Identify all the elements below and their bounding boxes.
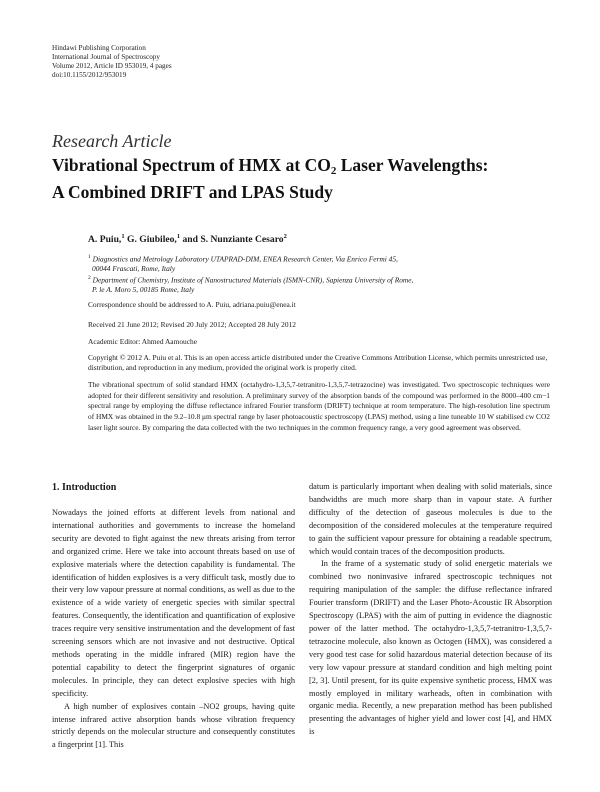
history-dates: Received 21 June 2012; Revised 20 July 2012; Accepted 28 July 2012 <box>88 320 296 329</box>
column-right <box>309 481 552 739</box>
doi-line: doi:10.1155/2012/953019 <box>52 71 127 79</box>
affiliation-2: $^2$ Department of Chemistry, Institute of Nanostructured Materials (ISMN-CNR), Sapienza University of Rome, P. le A. Moro 5, 00185 Rome, Italy <box>88 275 414 295</box>
paper-title <box>52 155 552 203</box>
title-line-1: Vibrational Spectrum of HMX at $CO_2$ Laser Wavelengths: <box>52 155 489 177</box>
copyright: Copyright © 2012 A. Puiu et al. This is an open access article distributed under the Creative Commons Attribution License, which permits unrestricted use, distribution, and reproduction in any medium, provided the original work is properly cited. <box>88 353 548 372</box>
affiliation-1: $^1$ Diagnostics and Metrology Laboratory UTAPRAD-DIM, ENEA Research Center, Via Enrico Fermi 45, 00044 Frascati, Rome, Italy <box>88 254 398 274</box>
article-type: Research Article <box>52 131 172 151</box>
title-line-2: A Combined DRIFT and LPAS Study <box>52 182 333 202</box>
paragraph: In the frame of a systematic study of solid energetic materials we combined two noninvasive infrared spectroscopic techniques not requiring manipulation of the sample: the diffuse reflectance infrared Fourier transform (DRIFT) and the Laser Photo-Acoustic IR Absorption Spectroscopy (LPAS) with the aim of putting in evidence the diagnostic power of the latter method. The octahydro-1,3,5,7-tetranitro-1,3,5,7-tetrazocine molecule, also known as Octogen (HMX), was considered a very good test case for solid hazardous material detection because of its very low vapour pressure at standard condition and high melting point [2, 3]. Until present, for its quite expensive synthetic process, HMX was mostly employed in military warheads, often in combination with organic media. Recently, a new preparation method has been published presenting the advantages of higher yield and lower cost [4], and HMX is <box>309 559 552 737</box>
correspondence: Correspondence should be addressed to A. Puiu, adriana.puiu@enea.it <box>88 300 296 309</box>
journal-line: International Journal of Spectroscopy <box>52 53 160 61</box>
author-list: A. Puiu,$^1$ G. Giubileo,$^1$ and S. Nunziante Cesaro$^2$ <box>88 233 287 246</box>
column-left <box>52 507 295 752</box>
paragraph: Nowadays the joined efforts at different levels from national and international authorities and governments to increase the homeland security are devoted to fight against the new threats arising from terror and organized crime. Here we take into account threats based on use of explosive materials where the detection capability is fundamental. The identification of hidden explosives is a very difficult task, mostly due to their very low vapour pressure at normal conditions, as well as due to the existence of a wide variety of energetic species with similar spectral features. Consequently, the identification and quantification of explosive traces require very sensitive instrumentation and the development of fast screening sensors which are not invasive and not destructive. Optical methods operating in the middle infrared (MIR) region have the potential capability to detect the fingerprint signatures of organic molecules. In principle, they can detect explosive species with high specificity. <box>52 508 295 698</box>
abstract: The vibrational spectrum of solid standard HMX (octahydro-1,3,5,7-tetranitro-1,3,5,7-tetrazocine) was investigated. Two spectroscopic techniques were adopted for their different sensitivity and resolution. A preliminary survey of the absorption bands of the compound was performed in the 8000–400 cm−1 spectral range by employing the diffuse reflectance infrared Fourier transform (DRIFT) technique at room temperature. The high-resolution line spectrum of HMX was obtained in the 9.2–10.8 μm spectral range by laser photoacoustic spectroscopy (LPAS) method, using a line tuneable 10 W stabilised cw CO2 laser light source. By comparing the data collected with the two techniques in the common frequency range, a very good agreement was observed. <box>88 380 550 432</box>
volume-line: Volume 2012, Article ID 953019, 4 pages <box>52 62 172 70</box>
publisher-line: Hindawi Publishing Corporation <box>52 44 146 52</box>
paragraph: A high number of explosives contain –NO2 groups, having quite intense infrared active absorption bands whose vibration frequency strictly depends on the molecular structure and consequently constitutes a fingerprint [1]. This <box>52 701 295 750</box>
academic-editor: Academic Editor: Ahmed Aamouche <box>88 337 197 346</box>
paragraph: datum is particularly important when dealing with solid materials, since bandwidths are much more sharp than in vapour state. A further difficulty of the detection of gaseous molecules is due to the decomposition of the considered molecules at the temperature required to gain the sufficient vapour pressure for obtaining a readable spectrum, which would contain traces of the decomposition products. <box>309 482 552 556</box>
section-heading-introduction: 1. Introduction <box>52 482 117 493</box>
